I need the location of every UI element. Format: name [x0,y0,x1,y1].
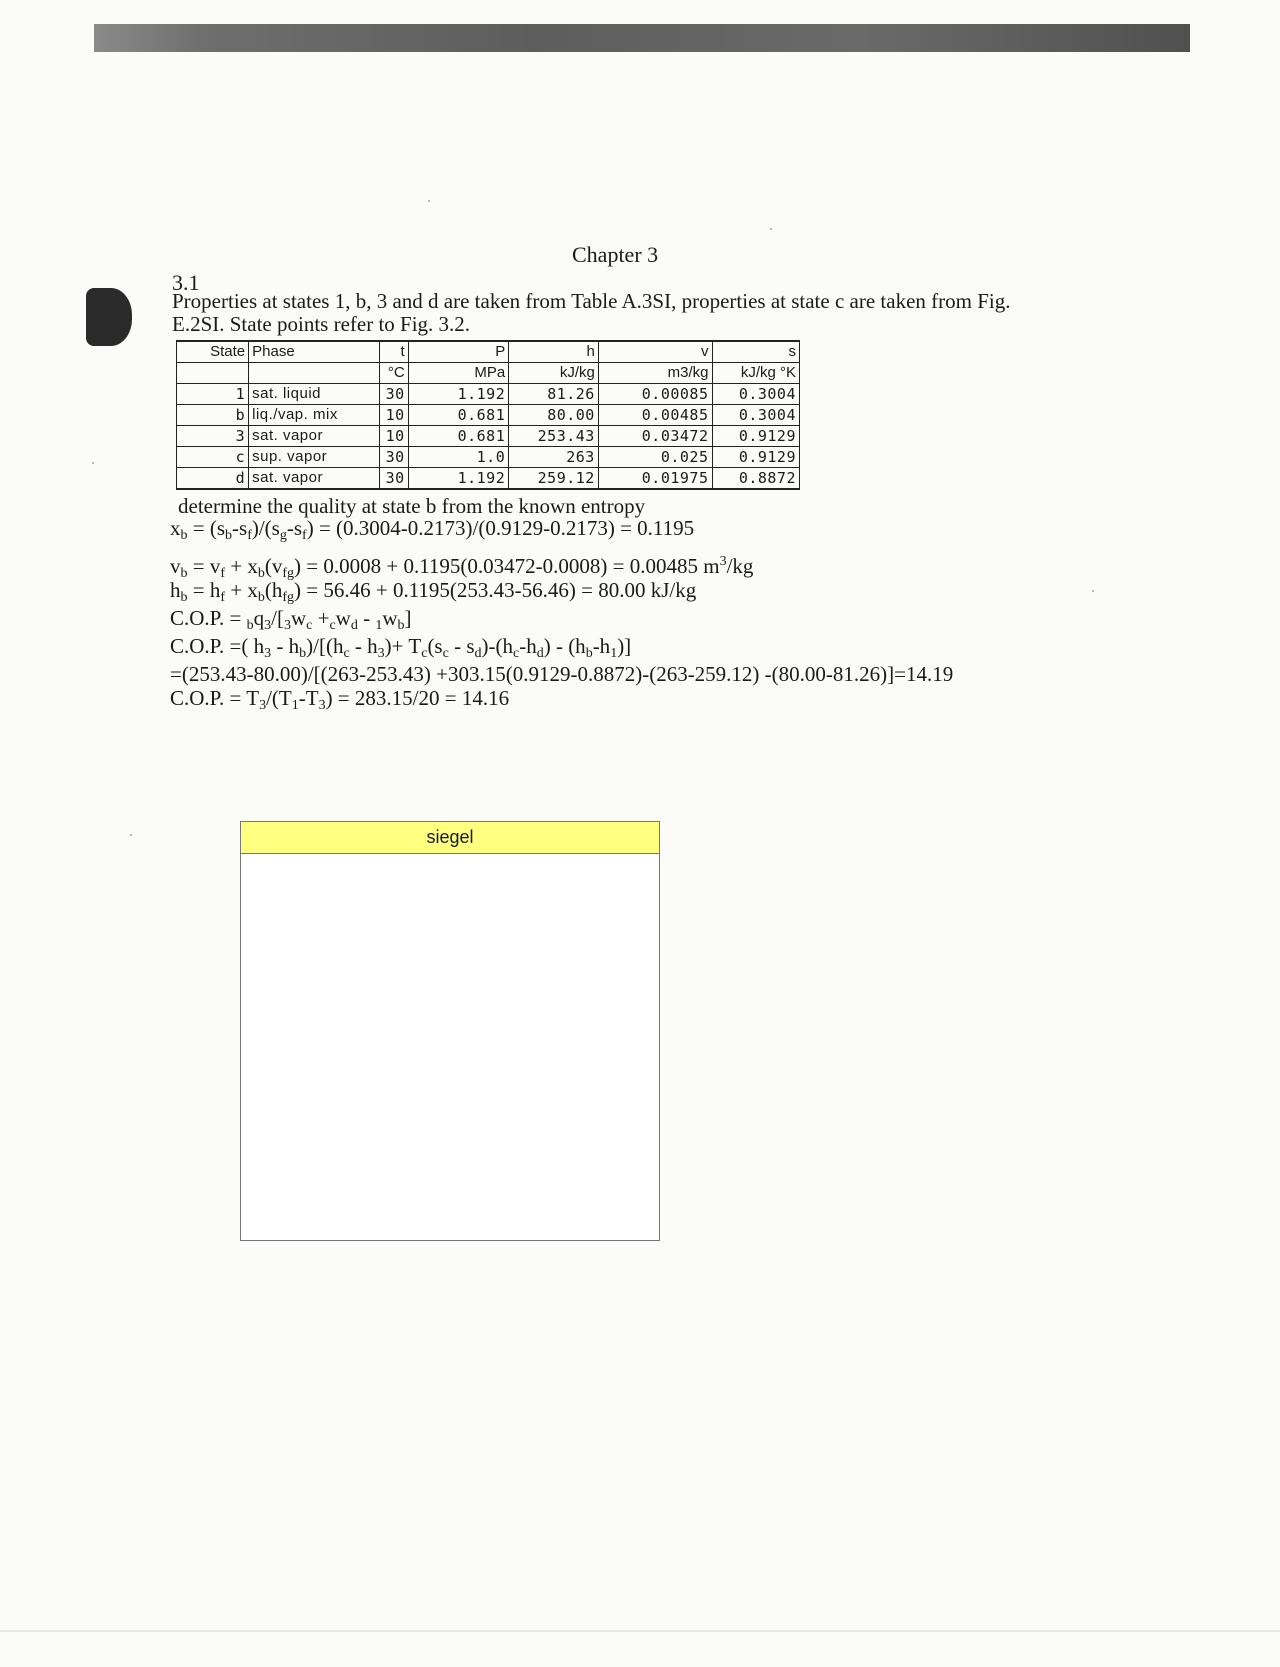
properties-table [176,340,800,490]
col-header-s: s [712,341,800,363]
cell-v: 0.00485 [598,405,712,426]
scan-speck [92,462,94,464]
cell-t: 10 [380,405,408,426]
page-bottom-edge [0,1630,1280,1632]
cell-p: 0.681 [408,426,509,447]
cop-label: C.O.P. = [170,606,247,630]
table-row [177,405,800,426]
unit-s: kJ/kg °K [712,363,800,384]
scan-header-bar [94,24,1190,52]
enthalpy-equation: $h_b = h_f + x_b(h_{fg}) = 56.46 + 0.1195(253.43-56.46) = 80.00$ kJ/kg [170,578,697,605]
scan-speck [428,200,430,202]
cell-p: 1.0 [408,447,509,468]
sticky-note[interactable] [240,821,660,1241]
specific-volume-equation: $v_b = v_f + x_b(v_{fg}) = 0.0008 + 0.1195(0.03472-0.0008) = 0.00485$ $m^3/kg$ [170,554,754,581]
chapter-title: Chapter 3 [572,242,659,267]
cell-state: 1 [177,384,249,405]
carnot-cop: C.O.P. = $T_3/(T_1-T_3) = 283.15/20 = 14.16$ [170,686,510,713]
cop-numeric: =(253.43-80.00)/[(263-253.43) +303.15(0.9129-0.8872)-(263-259.12) -(80.00-81.26)]=14.19 [170,662,954,686]
unit-p: MPa [408,363,509,384]
cell-p: 1.192 [408,384,509,405]
cell-s: 0.9129 [712,447,800,468]
problem-number: 3.1 [172,270,200,295]
cell-p: 0.681 [408,405,509,426]
cell-state: c [177,447,249,468]
col-header-state: State [177,341,249,363]
cell-h: 253.43 [509,426,599,447]
cell-s: 0.9129 [712,426,800,447]
table-units-row [177,363,800,384]
enthalpy-result: ) = 56.46 + 0.1195(253.43-56.46) = 80.00 kJ/kg [294,578,697,602]
cell-h: 259.12 [509,468,599,490]
specific-volume-result: ) = 0.0008 + 0.1195(0.03472-0.0008) = 0.00485 m [294,554,720,578]
table-row [177,384,800,405]
table-header-row [177,341,800,363]
unit-h: kJ/kg [509,363,599,384]
col-header-h: h [509,341,599,363]
cell-t: 30 [380,468,408,490]
cell-v: 0.00085 [598,384,712,405]
cop-expanded: C.O.P. =( $h_3 - h_b)/[(h_c - h_3)+ T_c(s_c - s_d)-(h_c-h_d) - (h_b-h_1)]$ [170,634,632,661]
scan-speck [1092,590,1094,592]
cell-h: 81.26 [509,384,599,405]
carnot-cop-result: ) = 283.15/20 = 14.16 [325,686,510,710]
cell-p: 1.192 [408,468,509,490]
quality-equation: $x_b = (s_b-s_f)/(s_g-s_f) = (0.3004-0.2173)/(0.9129-0.2173) = 0.1195$ [170,516,695,543]
cell-phase: liq./vap. mix [249,405,380,426]
solution-intro: determine the quality at state b from the known entropy [178,494,646,518]
sticky-note-author: siegel [241,822,659,854]
table-row [177,426,800,447]
cell-phase: sat. vapor [249,426,380,447]
table-row [177,468,800,490]
cell-phase: sup. vapor [249,447,380,468]
cell-s: 0.8872 [712,468,800,490]
col-header-v: v [598,341,712,363]
cell-s: 0.3004 [712,384,800,405]
cell-state: d [177,468,249,490]
cop-expanded-label: C.O.P. =( h [170,634,265,658]
cell-v: 0.03472 [598,426,712,447]
cell-v: 0.025 [598,447,712,468]
col-header-t: t [380,341,408,363]
cell-h: 263 [509,447,599,468]
scan-speck [770,228,772,230]
binder-hole [86,288,132,346]
col-header-p: P [408,341,509,363]
cell-s: 0.3004 [712,405,800,426]
unit-state [177,363,249,384]
cop-definition: C.O.P. = $_bq_3/[_3w_c +_cw_d - _1w_b]$ [170,606,412,633]
specific-volume-unit: /kg [726,554,754,578]
cell-phase: sat. liquid [249,384,380,405]
cell-t: 30 [380,447,408,468]
cell-h: 80.00 [509,405,599,426]
unit-t: °C [380,363,408,384]
unit-phase [249,363,380,384]
unit-v: m3/kg [598,363,712,384]
cell-phase: sat. vapor [249,468,380,490]
scan-speck [130,834,132,836]
cell-state: 3 [177,426,249,447]
cell-t: 30 [380,384,408,405]
table-row [177,447,800,468]
cell-t: 10 [380,426,408,447]
quality-result: = (0.3004-0.2173)/(0.9129-0.2173) = 0.1195 [313,516,695,540]
cell-v: 0.01975 [598,468,712,490]
col-header-phase: Phase [249,341,380,363]
cell-state: b [177,405,249,426]
problem-intro: Properties at states 1, b, 3 and d are taken from Table A.3SI, properties at state c are taken from Fig. E.2SI. State points refer to Fig. 3.2. [172,289,1011,336]
